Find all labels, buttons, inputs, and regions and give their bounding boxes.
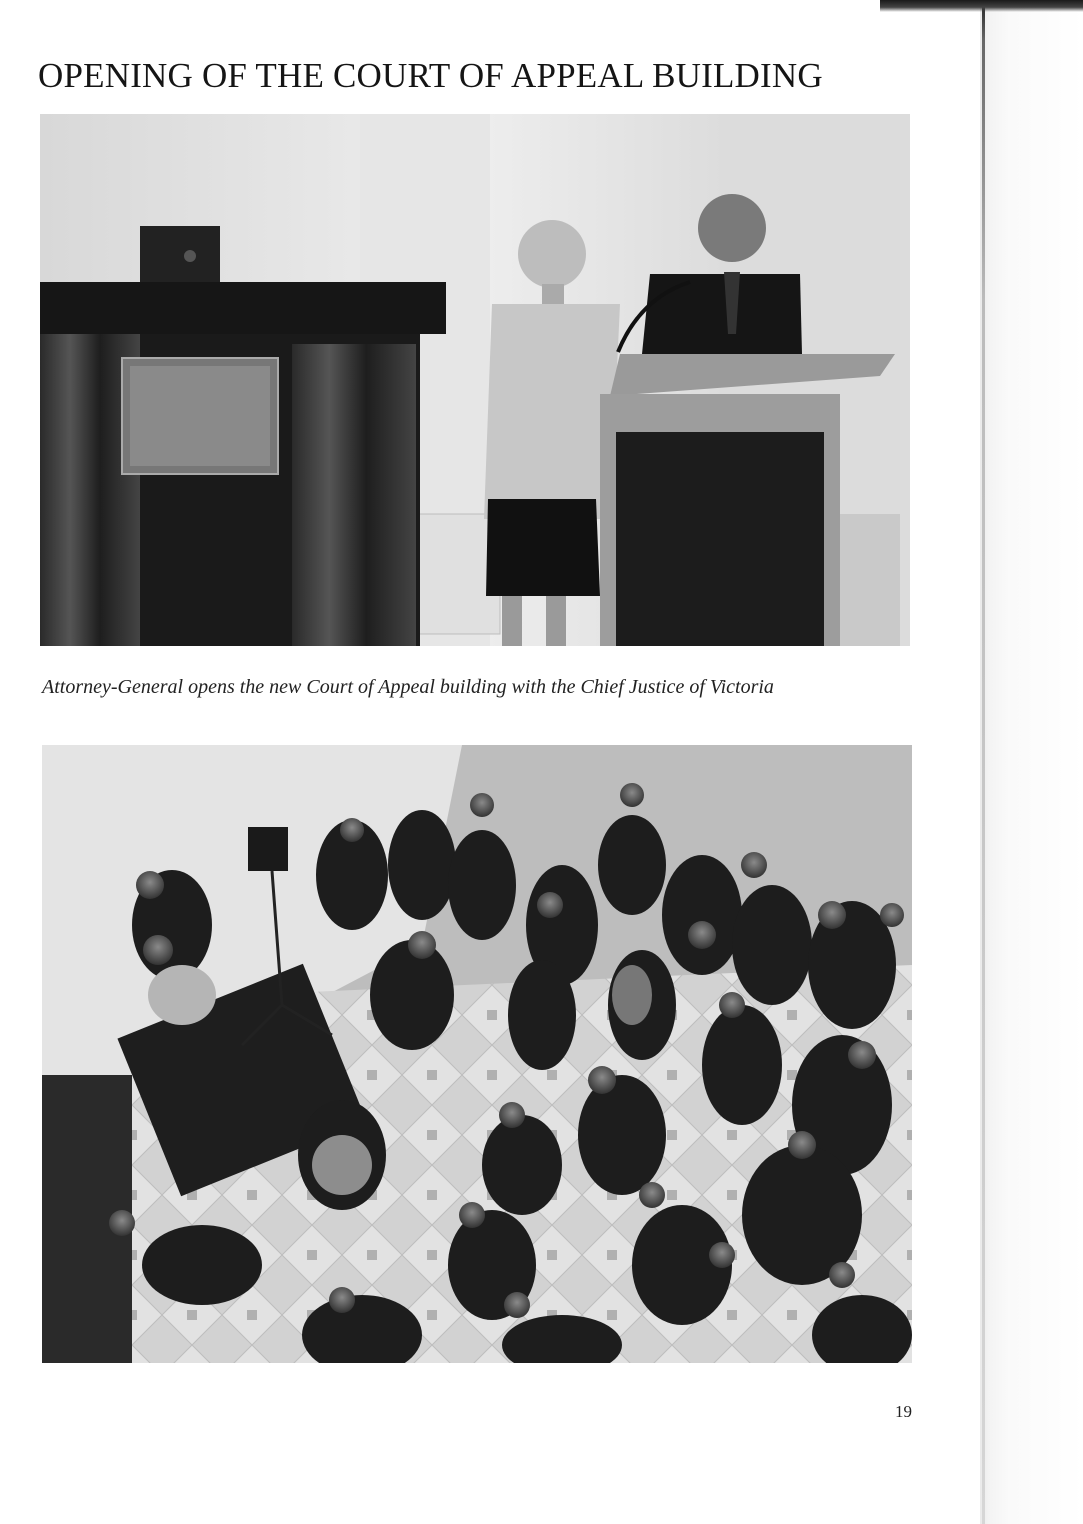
- crowd-overhead-photo: [42, 745, 912, 1363]
- page-edge-shadow: [980, 0, 1083, 1524]
- page-corner-shadow: [880, 0, 1083, 12]
- page-number: 19: [895, 1402, 912, 1421]
- opening-ceremony-photo: [40, 114, 910, 646]
- crowd-overhead-image: [42, 745, 912, 1363]
- page-title: OPENING OF THE COURT OF APPEAL BUILDING: [38, 56, 823, 95]
- photo-caption: Attorney-General opens the new Court of Appeal building with the Chief Justice of Victoria: [42, 676, 774, 698]
- opening-ceremony-image: [40, 114, 910, 646]
- page-binding-edge: [982, 0, 985, 1524]
